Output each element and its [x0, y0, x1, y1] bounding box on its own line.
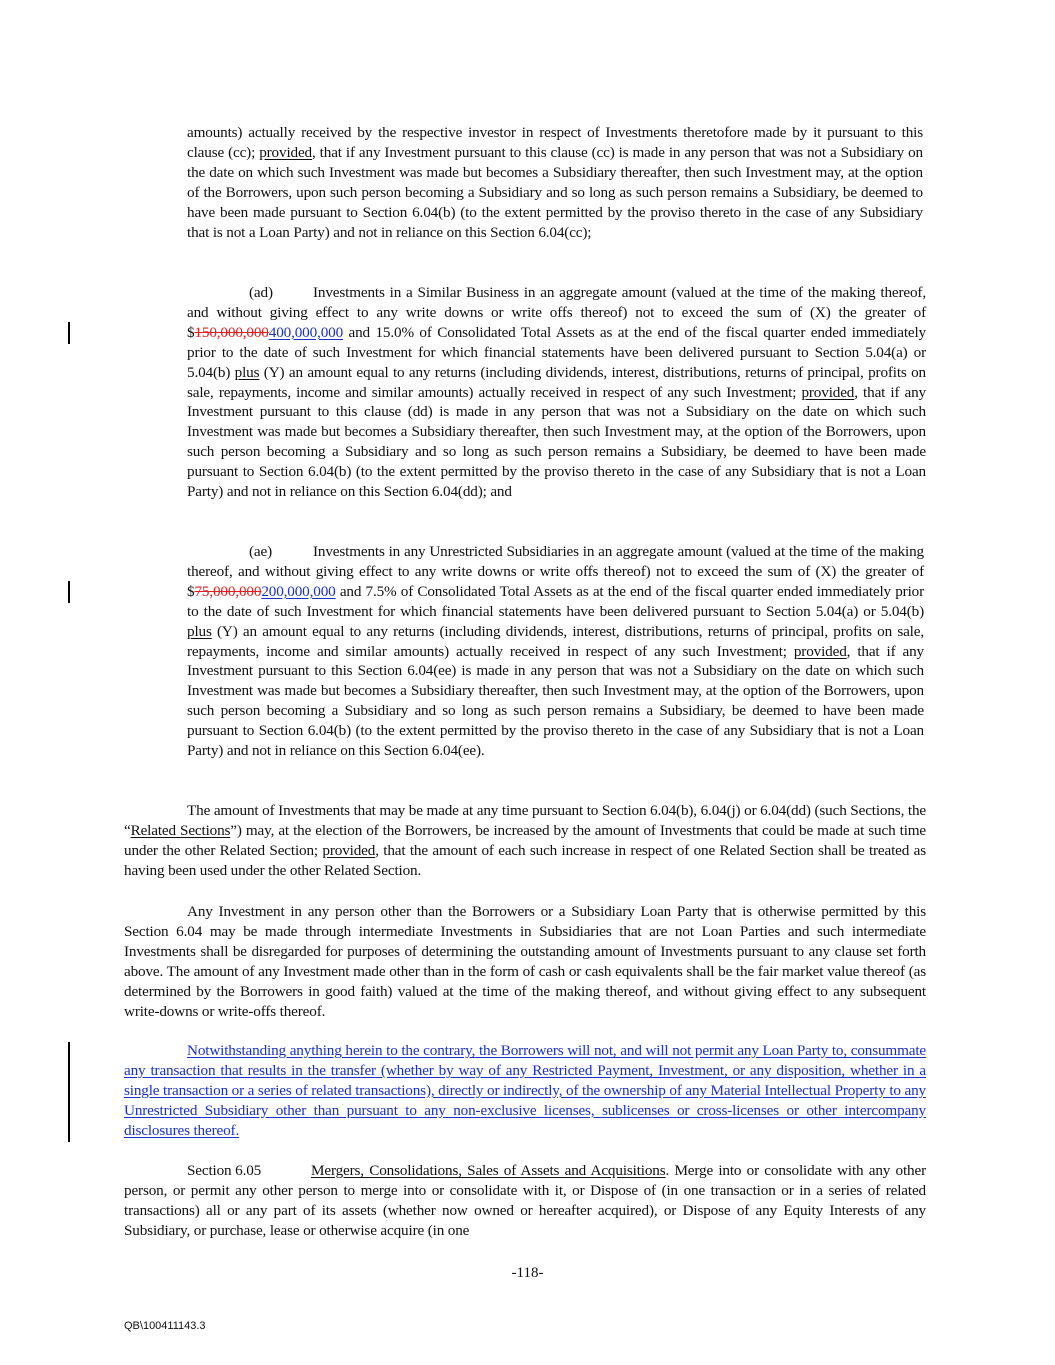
- change-bar-notwithstanding: [68, 1042, 70, 1142]
- clause-ae-inserted-amount: 200,000,000: [261, 582, 336, 600]
- change-bar-ad: [68, 322, 70, 344]
- related-text-a: The amount of Investments that may be made at any time pursuant to Section 6.04(b), 6.04(j) or 6.04(dd) (such Sections, the “: [124, 802, 926, 839]
- clause-ae: [187, 542, 924, 761]
- page-number: -118-: [511, 1265, 544, 1281]
- section-6-05-heading: Mergers, Consolidations, Sales of Assets and Acquisitions: [311, 1162, 666, 1179]
- cc-text-a: amounts) actually received by the respective investor in respect of Investments theretofore made by it pursuant to this clause (cc);: [187, 124, 923, 161]
- paragraph-cc-continuation: [187, 123, 923, 242]
- change-bar-ae: [68, 581, 70, 603]
- clause-ad-inserted-amount: 400,000,000: [268, 323, 344, 341]
- clause-ae-plus: plus: [187, 622, 212, 640]
- clause-ae-provided: provided: [793, 642, 847, 660]
- paragraph-any-investment: [124, 902, 926, 1021]
- clause-ae-deleted-amount: 75,000,000: [194, 582, 262, 600]
- clause-ad-text-b: and 15.0% of Consolidated Total Assets as at the end of the fiscal quarter ended immediately prior to the date of such Investment for which financial statements have been delivered pursuant to Section 5.04(a) or 5.04(b): [187, 323, 926, 381]
- clause-ad-text-d: , that if any Investment pursuant to this clause (dd) is made in any person that was not a Subsidiary on the date on which such Investment was made but becomes a Subsidiary thereafter, then such Investment may, at the option of the Borrowers, upon such person becoming a Subsidiary and so long as such person remains a Subsidiary, be deemed to have been made pursuant to Section 6.04(b) (to the extent permitted by the proviso thereto in the case of any Subsidiary that is not a Loan Party) and not in reliance on this Section 6.04(dd); and: [187, 383, 927, 501]
- cc-text-b: , that if any Investment pursuant to this clause (cc) is made in any person that was not a Subsidiary on the date on which such Investment was made but becomes a Subsidiary thereafter, then such Investment may, at the option of the Borrowers, upon such person becoming a Subsidiary and so long as such person remains a Subsidiary, be deemed to have been made pursuant to Section 6.04(b) (to the extent permitted by the proviso thereto in the case of any Subsidiary that is not a Loan Party) and not in reliance on this Section 6.04(cc);: [187, 143, 923, 241]
- paragraph-notwithstanding-inserted: [124, 1041, 926, 1141]
- clause-ad-text-c: (Y) an amount equal to any returns (including dividends, interest, distributions, returns of principal, profits on sale, repayments, income and similar amounts) actually received in respect of any such Investment;: [187, 363, 926, 401]
- clause-ad: [187, 283, 926, 502]
- clause-ad-provided: provided: [801, 383, 855, 401]
- paragraph-related-sections: [124, 801, 926, 881]
- clause-ad-plus: plus: [234, 363, 260, 381]
- related-provided: provided: [322, 841, 376, 859]
- clause-ad-deleted-amount: 150,000,000: [194, 323, 269, 341]
- section-6-05: [124, 1161, 926, 1241]
- related-text-c: , that the amount of each such increase in respect of one Related Section shall be treated as having been used under the other Related Section.: [124, 841, 926, 879]
- section-6-05-text: . Merge into or consolidate with any other person, or permit any other person to merge into or consolidate with it, or Dispose of (in one transaction or in a series of related transactions) all or any part of its assets (whether now owned or hereafter acquired), or Dispose of any Equity Interests of any Subsidiary, or purchase, lease or otherwise acquire (in one: [124, 1162, 926, 1239]
- related-text-b: ”) may, at the election of the Borrowers, be increased by the amount of Investments that could be made at such time under the other Related Section;: [124, 821, 927, 859]
- document-id: QB\100411143.3: [124, 1320, 206, 1332]
- clause-ae-text-a: Investments in any Unrestricted Subsidiaries in an aggregate amount (valued at the time of the making thereof, and without giving effect to any write downs or write offs thereof) not to exceed the sum of (X) the greater of $: [187, 543, 924, 600]
- clause-ad-text-a: Investments in a Similar Business in an aggregate amount (valued at the time of the making thereof, and without giving effect to any write downs or write offs thereof) not to exceed the sum of (X) the greater of $: [187, 284, 926, 341]
- any-investment-text: Any Investment in any person other than the Borrowers or a Subsidiary Loan Party that is otherwise permitted by this Section 6.04 may be made through intermediate Investments in Subsidiaries that are not Loan Parties and such intermediate Investments shall be disregarded for purposes of determining the outstanding amount of Investments pursuant to any clause set forth above. The amount of any Investment made other than in the form of cash or cash equivalents shall be the fair market value thereof (as determined by the Borrowers in good faith) valued at the time of the making thereof, and without giving effect to any subsequent write-downs or write-offs thereof.: [124, 903, 926, 1020]
- clause-ad-label: (ad): [249, 284, 273, 301]
- section-6-05-label: Section 6.05: [187, 1162, 262, 1179]
- related-sections-term: Related Sections: [130, 821, 231, 839]
- clause-ae-text-c: (Y) an amount equal to any returns (including dividends, interest, distributions, returns of principal, profits on sale, repayments, income and similar amounts) actually received in respect of any such Investment;: [187, 622, 924, 660]
- cc-provided: provided: [259, 143, 312, 161]
- notwithstanding-text: Notwithstanding anything herein to the contrary, the Borrowers will not, and will not permit any Loan Party to, consummate any transaction that results in the transfer (whether by way of any Restricted Payment, Investment, or any disposition, whether in a single transaction or a series of related transactions), directly or indirectly, of the ownership of any Material Intellectual Property to any Unrestricted Subsidiary other than pursuant to any non-exclusive licenses, sublicenses or cross-licenses or other intercompany disclosures thereof.: [124, 1042, 926, 1139]
- clause-ae-text-d: , that if any Investment pursuant to this Section 6.04(ee) is made in any person that was not a Subsidiary on the date on which such Investment was made but becomes a Subsidiary thereafter, then such Investment may, at the option of the Borrowers, upon such person becoming a Subsidiary and so long as such person remains a Subsidiary, be deemed to have been made pursuant to Section 6.04(b) (to the extent permitted by the proviso thereto in the case of any Subsidiary that is not a Loan Party) and not in reliance on this Section 6.04(ee).: [187, 642, 924, 760]
- clause-ae-text-b: and 7.5% of Consolidated Total Assets as at the end of the fiscal quarter ended immediately prior to the date of such Investment for which financial statements have been delivered pursuant to Section 5.04(a) or 5.04(b): [187, 582, 924, 620]
- clause-ae-label: (ae): [249, 543, 272, 560]
